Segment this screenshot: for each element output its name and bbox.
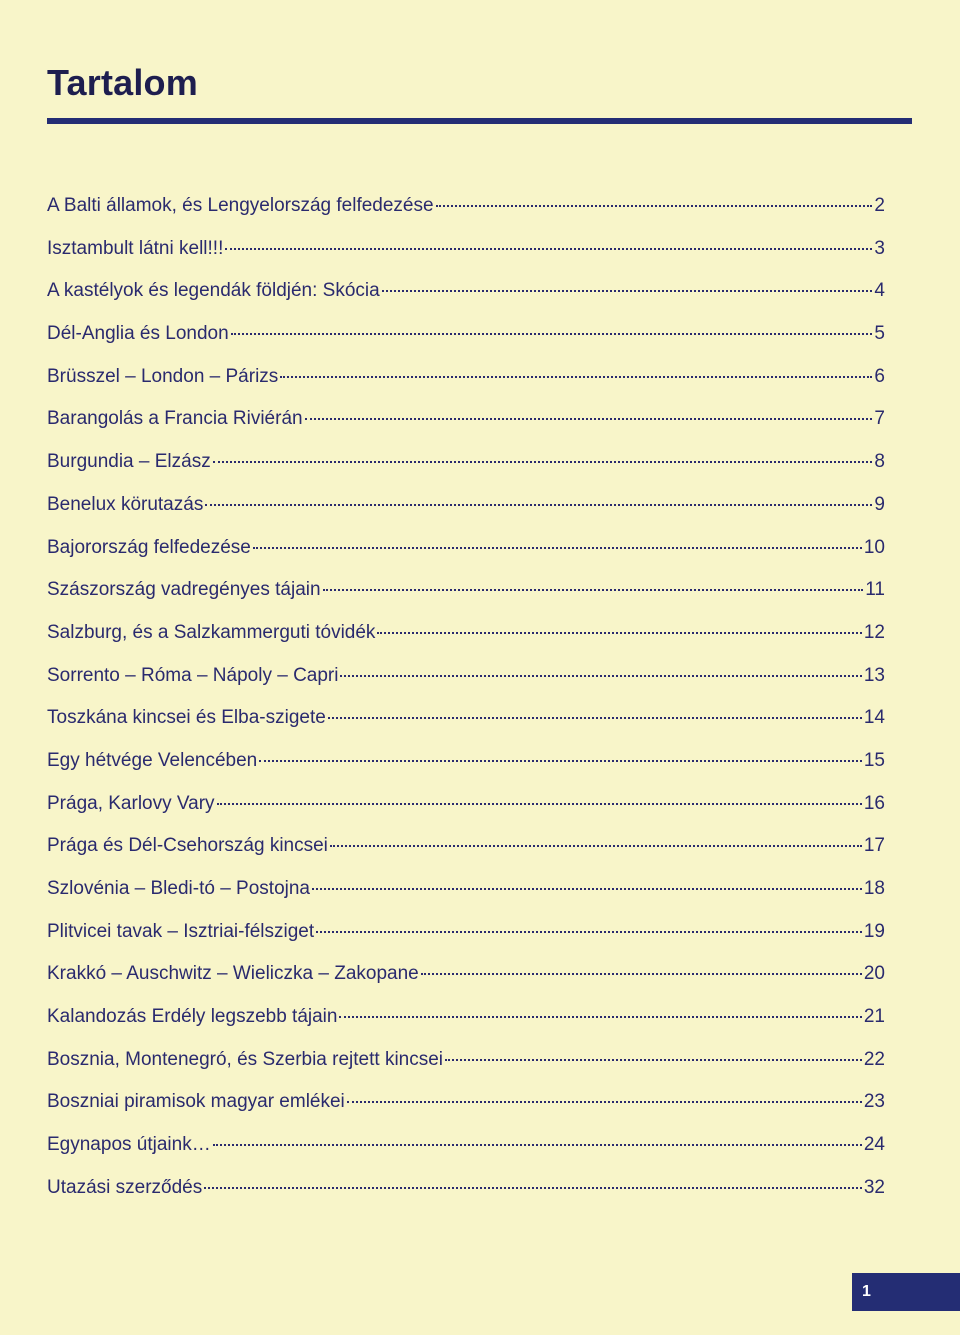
toc-entry-title: Krakkó – Auschwitz – Wieliczka – Zakopane <box>47 963 419 985</box>
dot-leader <box>213 1144 862 1146</box>
toc-entry-title: Burgundia – Elzász <box>47 451 211 473</box>
toc-entry-page: 12 <box>863 621 885 643</box>
page-number-tab <box>852 1273 960 1311</box>
toc-entry-page: 5 <box>874 323 885 345</box>
toc-entry-page: 32 <box>863 1176 885 1198</box>
toc-entry-page: 7 <box>874 408 885 430</box>
toc-entry-page: 17 <box>863 835 885 857</box>
dot-leader <box>204 1187 862 1189</box>
toc-entry-title: Bosznia, Montenegró, és Szerbia rejtett kincsei <box>47 1048 444 1070</box>
dot-leader <box>253 547 862 549</box>
toc-entry-page: 24 <box>863 1134 885 1156</box>
toc-entry-title: Isztambult látni kell!!! <box>47 237 224 259</box>
toc-entry-page: 22 <box>863 1048 885 1070</box>
toc-entry-page: 6 <box>874 365 885 387</box>
toc-entry-page: 18 <box>863 878 885 899</box>
toc-entry[interactable] <box>47 953 885 996</box>
toc-entry-title: Benelux körutazás <box>47 493 204 515</box>
toc-entry[interactable] <box>47 228 885 271</box>
dot-leader <box>312 888 862 890</box>
dot-leader <box>217 803 862 805</box>
toc-entry[interactable] <box>47 740 885 783</box>
toc-entry-page: 3 <box>874 237 885 259</box>
dot-leader <box>323 589 864 591</box>
table-of-contents <box>47 185 885 1210</box>
toc-entry-page: 9 <box>874 493 885 515</box>
toc-entry-title: Sorrento – Róma – Nápoly – Capri <box>47 664 339 686</box>
toc-entry-page: 19 <box>863 920 885 942</box>
toc-entry-title: Barangolás a Francia Riviérán <box>47 408 303 430</box>
toc-entry-title: Prága, Karlovy Vary <box>47 792 215 814</box>
toc-entry-title: Bajorország felfedezése <box>47 536 251 558</box>
toc-entry[interactable] <box>47 1124 885 1167</box>
toc-entry-title: Prága és Dél-Csehország kincsei <box>47 835 328 857</box>
toc-entry[interactable] <box>47 441 885 484</box>
toc-entry-page: 16 <box>863 792 885 814</box>
dot-leader <box>339 1016 861 1018</box>
toc-entry-page: 11 <box>865 579 885 601</box>
toc-entry-title: Plitvicei tavak – Isztriai-félsziget <box>47 920 315 942</box>
toc-entry[interactable] <box>47 825 885 868</box>
toc-entry[interactable] <box>47 313 885 356</box>
dot-leader <box>305 418 873 420</box>
dot-leader <box>259 760 862 762</box>
toc-entry-title: Toszkána kincsei és Elba-szigete <box>47 707 326 729</box>
toc-entry[interactable] <box>47 569 885 612</box>
toc-entry-page: 13 <box>863 664 885 686</box>
toc-entry[interactable] <box>47 185 885 228</box>
toc-entry-title: Egy hétvége Velencében <box>47 749 258 771</box>
toc-entry-title: A Balti államok, és Lengyelország felfedezése <box>47 195 434 216</box>
dot-leader <box>231 333 873 335</box>
dot-leader <box>436 205 873 207</box>
toc-entry[interactable] <box>47 655 885 698</box>
toc-entry-title: Boszniai piramisok magyar emlékei <box>47 1091 345 1113</box>
toc-entry-title: Dél-Anglia és London <box>47 323 229 345</box>
toc-entry[interactable] <box>47 868 885 911</box>
toc-entry[interactable] <box>47 398 885 441</box>
dot-leader <box>330 845 862 847</box>
toc-entry[interactable] <box>47 1039 885 1082</box>
dot-leader <box>280 376 872 378</box>
toc-entry-title: Szászország vadregényes tájain <box>47 579 321 601</box>
toc-entry-page: 10 <box>863 536 885 558</box>
toc-entry-title: Egynapos útjaink… <box>47 1134 211 1156</box>
toc-entry[interactable] <box>47 1081 885 1124</box>
toc-entry-page: 8 <box>874 451 885 473</box>
dot-leader <box>421 973 862 975</box>
dot-leader <box>347 1101 862 1103</box>
toc-entry-page: 20 <box>863 963 885 985</box>
toc-entry-page: 14 <box>863 707 885 729</box>
toc-entry[interactable] <box>47 484 885 527</box>
page-title: Tartalom <box>47 62 198 103</box>
toc-entry-title: Szlovénia – Bledi-tó – Postojna <box>47 878 310 899</box>
dot-leader <box>213 461 873 463</box>
dot-leader <box>340 675 861 677</box>
dot-leader <box>328 717 862 719</box>
dot-leader <box>225 248 872 250</box>
title-divider <box>47 118 912 124</box>
toc-entry-page: 23 <box>863 1091 885 1113</box>
toc-entry[interactable] <box>47 911 885 954</box>
toc-entry[interactable] <box>47 612 885 655</box>
toc-entry-title: Salzburg, és a Salzkammerguti tóvidék <box>47 621 376 643</box>
dot-leader <box>382 290 873 292</box>
toc-entry-page: 21 <box>863 1006 885 1028</box>
toc-entry-title: Brüsszel – London – Párizs <box>47 365 279 387</box>
toc-entry-page: 2 <box>874 195 885 216</box>
toc-entry[interactable] <box>47 527 885 570</box>
toc-entry-page: 4 <box>874 280 885 302</box>
toc-entry[interactable] <box>47 996 885 1039</box>
toc-entry[interactable] <box>47 356 885 399</box>
page-number: 1 <box>862 1283 871 1300</box>
toc-entry[interactable] <box>47 270 885 313</box>
toc-entry-title: Utazási szerződés <box>47 1176 203 1198</box>
dot-leader <box>316 931 862 933</box>
dot-leader <box>205 504 872 506</box>
toc-entry-title: A kastélyok és legendák földjén: Skócia <box>47 280 380 302</box>
toc-entry[interactable] <box>47 697 885 740</box>
toc-entry[interactable] <box>47 1167 885 1210</box>
toc-entry-page: 15 <box>863 749 885 771</box>
dot-leader <box>445 1059 862 1061</box>
toc-entry[interactable] <box>47 783 885 826</box>
dot-leader <box>377 632 861 634</box>
toc-entry-title: Kalandozás Erdély legszebb tájain <box>47 1006 338 1028</box>
